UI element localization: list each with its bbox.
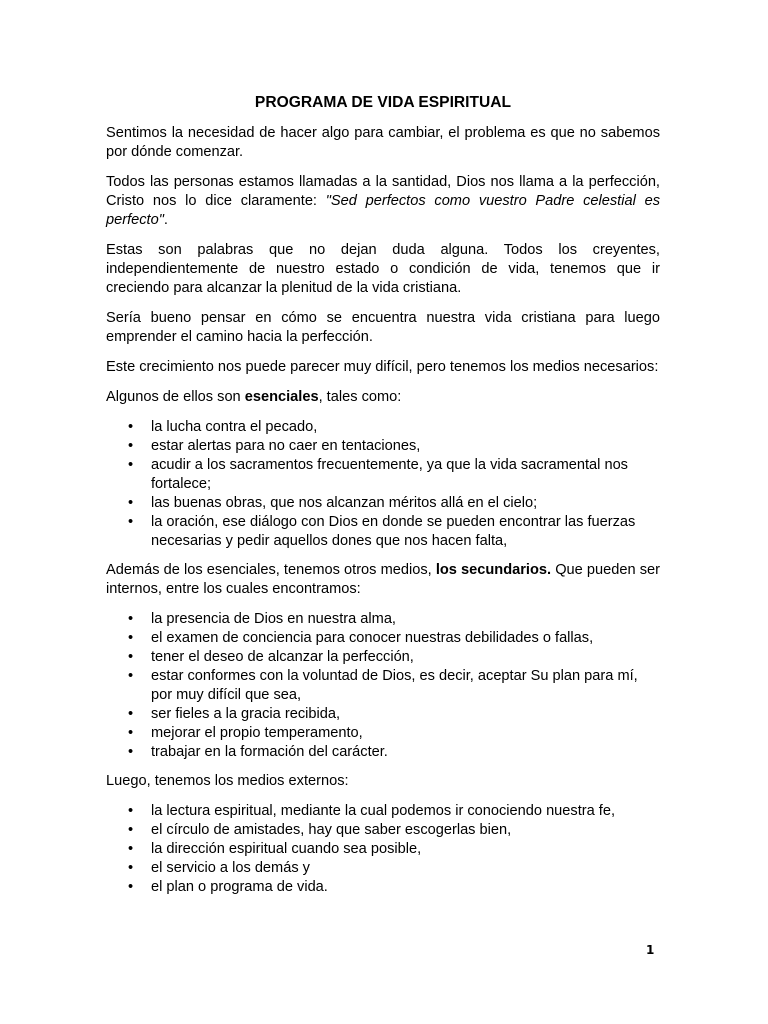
paragraph-5: Este crecimiento nos puede parecer muy difícil, pero tenemos los medios necesarios: xyxy=(106,359,659,375)
paragraph-1: Sentimos la necesidad de hacer algo para cambiar, el problema es que no sabemos por dónde comenzar. xyxy=(106,125,660,160)
list-item: • estar conformes con la voluntad de Dios, es decir, aceptar Su plan para mí, por muy difícil que sea, xyxy=(151,667,660,705)
list-item: • la lucha contra el pecado, xyxy=(151,418,660,437)
list-item: • la dirección espiritual cuando sea posible, xyxy=(151,840,660,859)
paragraph-7-post: Que pueden ser internos, entre los cuales encontramos: xyxy=(106,562,661,597)
list-esenciales xyxy=(106,418,660,551)
keyword-esenciales: esenciales xyxy=(244,389,319,405)
list-item: • acudir a los sacramentos frecuentemente, ya que la vida sacramental nos fortalece; xyxy=(151,456,660,494)
list-item: • las buenas obras, que nos alcanzan méritos allá en el cielo; xyxy=(151,494,660,513)
paragraph-3: Estas son palabras que no dejan duda alguna. Todos los creyentes, independientemente de nuestro estado o condición de vida, tenemos que ir creciendo para alcanzar la plenitud de la vida cristiana. xyxy=(106,242,660,296)
document-body xyxy=(106,93,660,907)
list-item: • ser fieles a la gracia recibida, xyxy=(151,705,660,724)
page-number: 1 xyxy=(646,943,655,957)
paragraph-6-post: , tales como: xyxy=(318,389,402,405)
paragraph-4: Sería bueno pensar en cómo se encuentra nuestra vida cristiana para luego emprender el camino hacia la perfección. xyxy=(106,310,660,345)
document-title: PROGRAMA DE VIDA ESPIRITUAL xyxy=(254,94,512,111)
list-item: • la oración, ese diálogo con Dios en donde se pueden encontrar las fuerzas necesarias y pedir aquellos dones que nos hacen falta, xyxy=(151,513,660,551)
list-item: • el examen de conciencia para conocer nuestras debilidades o fallas, xyxy=(151,629,660,648)
list-item: • tener el deseo de alcanzar la perfección, xyxy=(151,648,660,667)
list-item: • la lectura espiritual, mediante la cual podemos ir conociendo nuestra fe, xyxy=(151,802,660,821)
list-externos xyxy=(106,802,660,897)
paragraph-7 xyxy=(106,561,660,599)
paragraph-8: Luego, tenemos los medios externos: xyxy=(106,773,349,789)
list-internos xyxy=(106,610,660,762)
list-item: • mejorar el propio temperamento, xyxy=(151,724,660,743)
paragraph-2 xyxy=(106,173,660,230)
bible-quote: "Sed perfectos como vuestro Padre celestial es perfecto" xyxy=(106,193,660,228)
list-item: • estar alertas para no caer en tentaciones, xyxy=(151,437,660,456)
paragraph-2-end: . xyxy=(163,212,168,228)
paragraph-6 xyxy=(106,388,660,407)
list-item: • el plan o programa de vida. xyxy=(151,878,660,897)
list-item: • el círculo de amistades, hay que saber escogerlas bien, xyxy=(151,821,660,840)
list-item: • trabajar en la formación del carácter. xyxy=(151,743,660,762)
list-item: • el servicio a los demás y xyxy=(151,859,660,878)
paragraph-7-pre: Además de los esenciales, tenemos otros medios, xyxy=(106,562,436,578)
keyword-secundarios: los secundarios. xyxy=(435,562,552,578)
list-item: • la presencia de Dios en nuestra alma, xyxy=(151,610,660,629)
paragraph-6-pre: Algunos de ellos son xyxy=(106,389,245,405)
paragraph-2-text: Todos las personas estamos llamadas a la santidad, Dios nos llama a la perfección, Cristo nos lo dice claramente: xyxy=(106,174,660,209)
